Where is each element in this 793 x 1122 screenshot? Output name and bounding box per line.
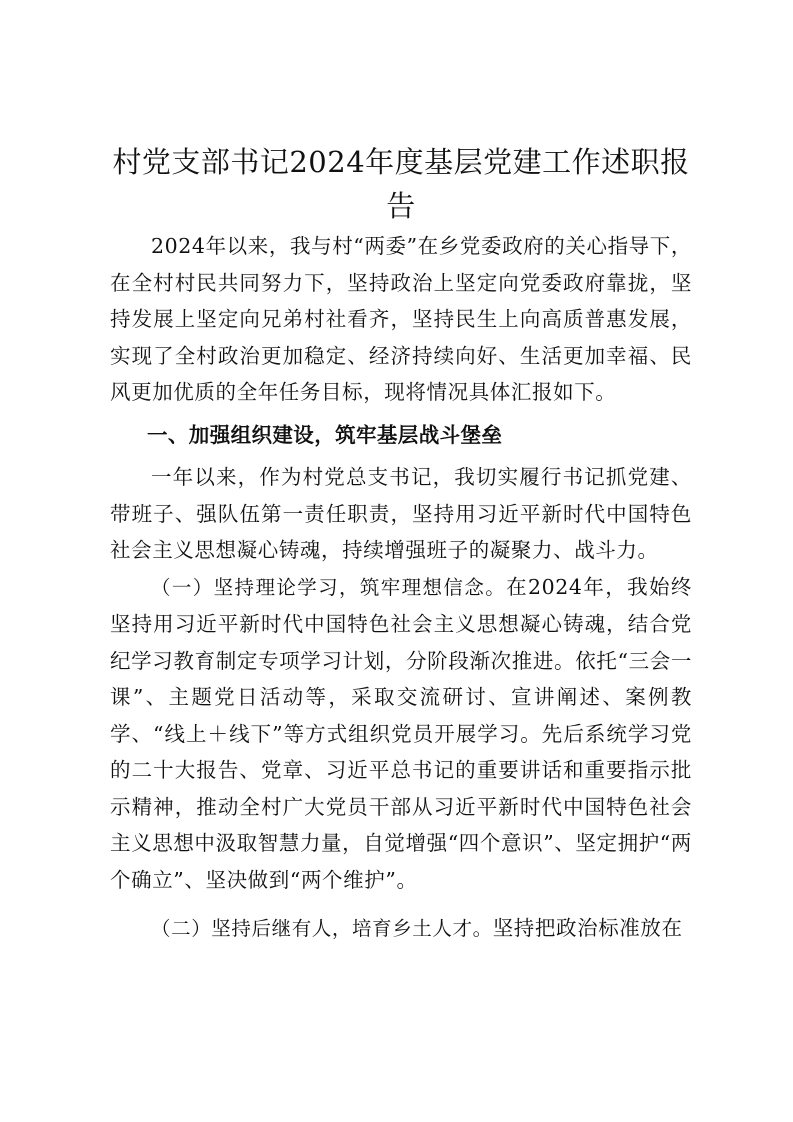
section-1-item-2-paragraph (110, 910, 692, 948)
document-title: 村党支部书记2024年度基层党建工作述职报告 (112, 145, 690, 223)
document-page (110, 140, 692, 948)
item-1-body: 在2024年，我始终坚持用习近平新时代中国特色社会主义思想凝心铸魂，结合党纪学习教育制定专项学习计划，分阶段渐次推进。依托“三会一课”、主题党日活动等，采取交流研讨、宣讲阐述、案例教学、“线上＋线下”等方式组织党员开展学习。先后系统学习党的二十大报告、党章、习近平总书记的重要讲话和重要指示批示精神，推动全村广大党员干部从习近平新时代中国特色社会主义思想中汲取智慧力量，自觉增强“四个意识”、坚定拥护“两个确立”、坚决做到“两个维护”。 (110, 574, 693, 892)
section-1-heading: 一、加强组织建设，筑牢基层战斗堡垒 (147, 422, 503, 447)
item-1-subheading: （一）坚持理论学习，筑牢理想信念。 (151, 575, 507, 599)
section-1-item-1-paragraph (110, 569, 692, 899)
section-1-intro-paragraph: 一年以来，作为村党总支书记，我切实履行书记抓党建、带班子、强队伍第一责任职责，坚持用习近平新时代中国特色社会主义思想凝心铸魂，持续增强班子的凝聚力、战斗力。 (110, 465, 692, 562)
item-2-body: 坚持把政治标准放在 (492, 916, 683, 940)
intro-paragraph: 2024年以来，我与村“两委”在乡党委政府的关心指导下，在全村村民共同努力下，坚持政治上坚定向党委政府靠拢，坚持发展上坚定向兄弟村社看齐，坚持民生上向高质普惠发展，实现了全村政治更加稳定、经济持续向好、生活更加幸福、民风更加优质的全年任务目标，现将情况具体汇报如下。 (110, 234, 692, 404)
item-2-subheading: （二）坚持后继有人，培育乡土人才。 (151, 917, 493, 940)
